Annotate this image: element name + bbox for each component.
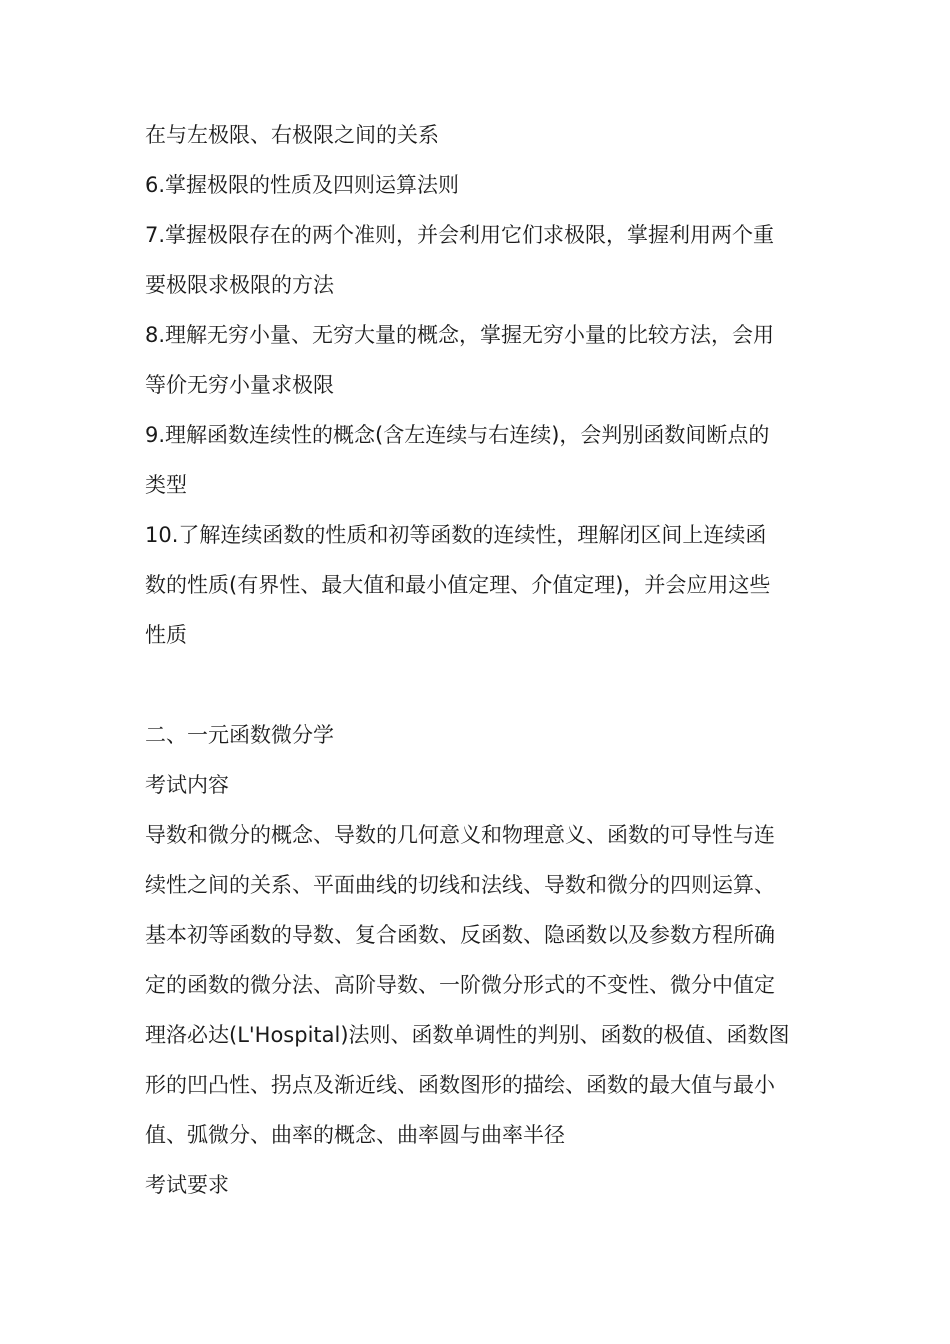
item7-line-2: 要极限求极限的方法	[145, 273, 334, 297]
exam-content-line-5: 理洛必达(L'Hospital)法则、函数单调性的判别、函数的极值、函数图	[145, 1023, 790, 1047]
exam-content-label: 考试内容	[145, 773, 229, 797]
item10-line-3: 性质	[145, 623, 187, 647]
item7-line-1: 7.掌握极限存在的两个准则，并会利用它们求极限，掌握利用两个重	[145, 223, 775, 247]
exam-content-line-4: 定的函数的微分法、高阶导数、一阶微分形式的不变性、微分中值定	[145, 973, 775, 997]
section-spacer	[145, 660, 815, 710]
section-heading: 二、一元函数微分学	[145, 723, 334, 747]
item8-line-2: 等价无穷小量求极限	[145, 373, 334, 397]
document-body	[145, 110, 815, 1210]
exam-content-line-6: 形的凹凸性、拐点及渐近线、函数图形的描绘、函数的最大值与最小	[145, 1073, 775, 1097]
item5-tail-line: 在与左极限、右极限之间的关系	[145, 123, 439, 147]
item8-line-1: 8.理解无穷小量、无穷大量的概念，掌握无穷小量的比较方法，会用	[145, 323, 775, 347]
exam-requirements-label: 考试要求	[145, 1173, 229, 1197]
exam-content-line-1: 导数和微分的概念、导数的几何意义和物理意义、函数的可导性与连	[145, 823, 775, 847]
item10-line-2: 数的性质(有界性、最大值和最小值定理、介值定理)，并会应用这些	[145, 573, 771, 597]
item6-line: 6.掌握极限的性质及四则运算法则	[145, 173, 460, 197]
exam-content-line-3: 基本初等函数的导数、复合函数、反函数、隐函数以及参数方程所确	[145, 923, 775, 947]
exam-content-line-2: 续性之间的关系、平面曲线的切线和法线、导数和微分的四则运算、	[145, 873, 775, 897]
item9-line-2: 类型	[145, 473, 187, 497]
exam-content-line-7: 值、弧微分、曲率的概念、曲率圆与曲率半径	[145, 1123, 565, 1147]
item10-line-1: 10.了解连续函数的性质和初等函数的连续性，理解闭区间上连续函	[145, 523, 767, 547]
item9-line-1: 9.理解函数连续性的概念(含左连续与右连续)，会判别函数间断点的	[145, 423, 770, 447]
